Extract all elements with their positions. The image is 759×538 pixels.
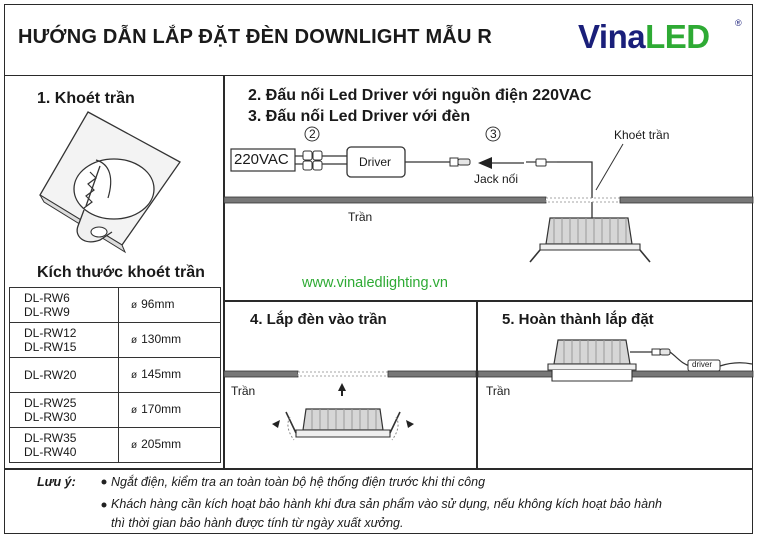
wiring-diagram [231,127,623,218]
marker-3: 3 [490,127,497,141]
cut-size-cell [119,288,221,323]
step5-title: 5. Hoàn thành lắp đặt [502,311,654,328]
notes-label: Lưu ý: [37,475,76,489]
website-text: www.vinaledlighting.vn [302,275,448,291]
cut-label: Khoét trần [614,128,670,142]
diameter-icon: ø [131,405,138,416]
ceiling-line-step4 [224,371,476,396]
diameter-icon: ø [131,440,138,451]
size-table [9,287,221,463]
model-name: DL-RW9 [24,305,70,319]
driver-label: Driver [359,155,391,169]
ceiling-cut-illustration [40,112,180,252]
model-name: DL-RW6 [24,291,70,305]
model-cell [10,323,119,358]
model-name: DL-RW30 [24,410,77,424]
size-table-row [10,428,221,463]
model-name: DL-RW25 [24,396,77,410]
logo-led: LED [645,18,710,55]
cut-size-value: 205mm [141,437,182,451]
cut-size-cell [119,393,221,428]
model-cell [10,288,119,323]
size-table-row [10,323,221,358]
cut-size-cell [119,358,221,393]
model-name: DL-RW40 [24,445,77,459]
cut-size-cell [119,428,221,463]
page-title: HƯỚNG DẪN LẮP ĐẶT ĐÈN DOWNLIGHT MẪU R [18,26,492,48]
cut-size-value: 145mm [141,367,182,381]
bullet-marks [102,480,107,508]
jack-label: Jack nối [474,172,519,186]
marker-2: 2 [309,127,316,141]
note-item-1: Ngắt điện, kiểm tra an toàn toàn bộ hệ thống điện trước khi thi công [111,475,486,489]
diameter-icon: ø [131,335,138,346]
model-cell [10,428,119,463]
model-name: DL-RW12 [24,326,77,340]
ceiling-label-step5: Trần [486,384,511,398]
size-table-title: Kích thước khoét trần [37,264,205,281]
ceiling-line-top [224,197,753,203]
cut-size-cell [119,323,221,358]
logo-vina: Vina [578,18,646,55]
step3-title: 3. Đấu nối Led Driver với đèn [248,108,471,125]
size-table-row [10,358,221,393]
model-name: DL-RW20 [24,368,77,382]
model-cell [10,358,119,393]
cut-size-value: 170mm [141,402,182,416]
step2-title: 2. Đấu nối Led Driver với nguồn điện 220VAC [248,87,592,104]
voltage-label: 220VAC [234,151,289,168]
cut-size-value: 130mm [141,332,182,346]
size-table-row [10,393,221,428]
ceiling-label-step4: Trần [231,384,256,398]
cut-size-value: 96mm [141,297,175,311]
registered-mark: ® [735,18,742,28]
downlight-step4 [272,409,414,440]
driver-label-small: driver [692,360,713,369]
step1-title: 1. Khoét trần [37,90,135,107]
note-item-2: Khách hàng cần kích hoạt bảo hành khi đưa sản phẩm vào sử dụng, nếu không kích hoạt bảo hành [111,497,662,511]
step4-title: 4. Lắp đèn vào trần [250,311,387,328]
model-cell [10,393,119,428]
model-name: DL-RW35 [24,431,77,445]
note-continuation: thì thời gian bảo hành được tính từ ngày xuất xưởng. [111,516,404,530]
ceiling-label-top: Trần [348,210,373,224]
diameter-icon: ø [131,370,138,381]
diameter-icon: ø [131,300,138,311]
size-table-row [10,288,221,323]
model-name: DL-RW15 [24,340,77,354]
downlight-step3 [530,218,650,262]
